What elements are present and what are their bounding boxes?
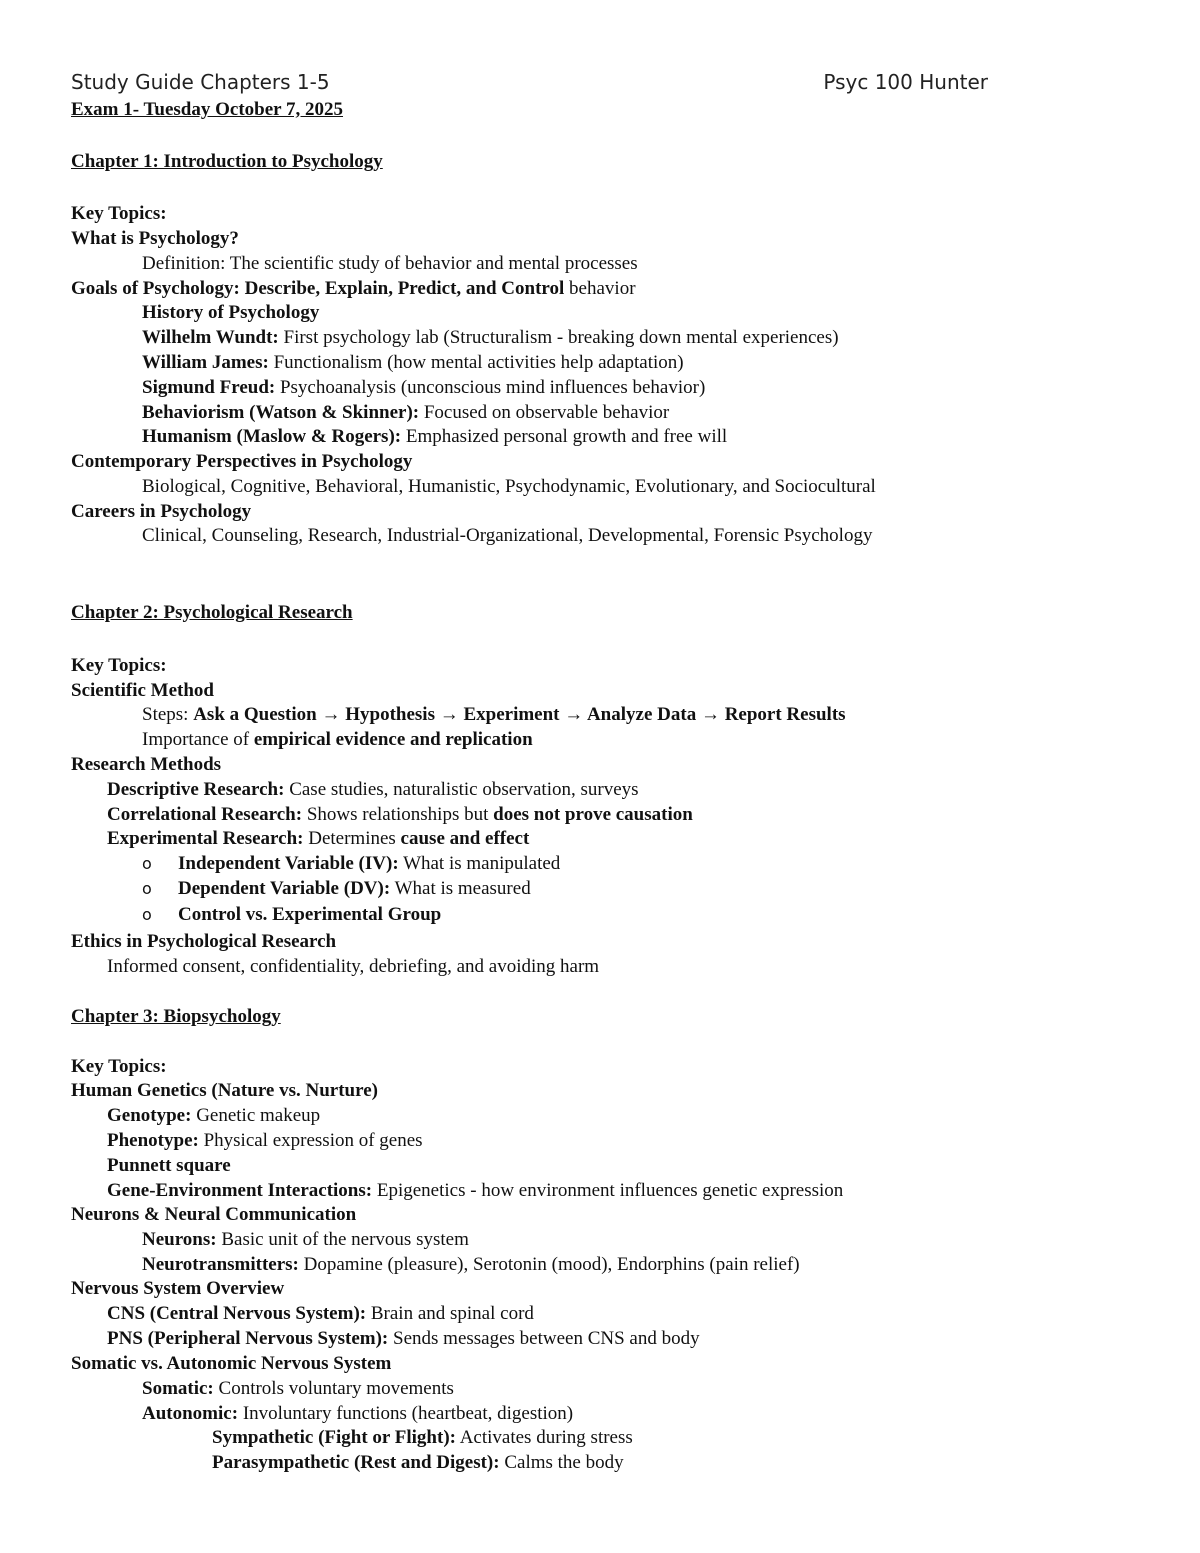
list-item: Informed consent, confidentiality, debriefing, and avoiding harm bbox=[107, 956, 600, 977]
chapter-3-title: Chapter 3: Biopsychology bbox=[71, 1006, 281, 1027]
list-item: William James: Functionalism (how mental activities help adaptation) bbox=[142, 352, 684, 373]
list-item: Experimental Research: Determines cause and effect bbox=[107, 828, 530, 849]
bullet-icon: o bbox=[142, 905, 152, 924]
list-item: Genotype: Genetic makeup bbox=[107, 1105, 321, 1126]
list-item: Descriptive Research: Case studies, naturalistic observation, surveys bbox=[107, 779, 639, 800]
chapter-2-title: Chapter 2: Psychological Research bbox=[71, 602, 353, 623]
key-topics-label: Key Topics: bbox=[71, 203, 167, 224]
topic-heading: Scientific Method bbox=[71, 680, 215, 701]
key-topics-label: Key Topics: bbox=[71, 655, 167, 676]
list-item: Neurons: Basic unit of the nervous system bbox=[142, 1229, 469, 1250]
list-item: Wilhelm Wundt: First psychology lab (Structuralism - breaking down mental experiences) bbox=[142, 327, 839, 348]
topic-heading: Research Methods bbox=[71, 754, 222, 775]
list-item: Biological, Cognitive, Behavioral, Humanistic, Psychodynamic, Evolutionary, and Sociocultural bbox=[142, 476, 876, 497]
list-item: Steps: Ask a Question → Hypothesis → Experiment → Analyze Data → Report Results bbox=[142, 704, 846, 725]
topic-heading: Ethics in Psychological Research bbox=[71, 931, 337, 952]
document-title: Study Guide Chapters 1-5 bbox=[71, 70, 330, 94]
list-item: Behaviorism (Watson & Skinner): Focused on observable behavior bbox=[142, 402, 670, 423]
topic-heading: Careers in Psychology bbox=[71, 501, 252, 522]
bullet-icon: o bbox=[142, 854, 152, 873]
bullet-icon: o bbox=[142, 879, 152, 898]
topic-heading: Human Genetics (Nature vs. Nurture) bbox=[71, 1080, 378, 1101]
list-item: Autonomic: Involuntary functions (heartbeat, digestion) bbox=[142, 1403, 574, 1424]
list-item: Sigmund Freud: Psychoanalysis (unconscious mind influences behavior) bbox=[142, 377, 706, 398]
list-item: Neurotransmitters: Dopamine (pleasure), Serotonin (mood), Endorphins (pain relief) bbox=[142, 1254, 800, 1275]
list-item: Parasympathetic (Rest and Digest): Calms the body bbox=[212, 1452, 624, 1473]
bullet-item: o Dependent Variable (DV): What is measured bbox=[142, 878, 531, 899]
list-item: Humanism (Maslow & Rogers): Emphasized personal growth and free will bbox=[142, 426, 728, 447]
list-item: Sympathetic (Fight or Flight): Activates during stress bbox=[212, 1427, 633, 1448]
topic-heading: Neurons & Neural Communication bbox=[71, 1204, 357, 1225]
page-header bbox=[71, 70, 988, 96]
chapter-1-title: Chapter 1: Introduction to Psychology bbox=[71, 151, 383, 172]
bullet-item: o Control vs. Experimental Group bbox=[142, 904, 442, 925]
exam-date: Exam 1- Tuesday October 7, 2025 bbox=[71, 99, 344, 120]
definition: Definition: The scientific study of behavior and mental processes bbox=[142, 253, 638, 274]
topic-heading: Somatic vs. Autonomic Nervous System bbox=[71, 1353, 392, 1374]
course-name: Psyc 100 Hunter bbox=[823, 70, 988, 94]
key-topics-label: Key Topics: bbox=[71, 1056, 167, 1077]
list-item: Clinical, Counseling, Research, Industrial-Organizational, Developmental, Forensic Psychology bbox=[142, 525, 873, 546]
topic-heading: Goals of Psychology: Describe, Explain, Predict, and Control behavior bbox=[71, 278, 636, 299]
list-item: Importance of empirical evidence and replication bbox=[142, 729, 533, 750]
list-item: Phenotype: Physical expression of genes bbox=[107, 1130, 423, 1151]
list-item: PNS (Peripheral Nervous System): Sends messages between CNS and body bbox=[107, 1328, 700, 1349]
list-item: Gene-Environment Interactions: Epigenetics - how environment influences genetic expression bbox=[107, 1180, 844, 1201]
topic-heading: What is Psychology? bbox=[71, 228, 239, 249]
bullet-item: o Independent Variable (IV): What is manipulated bbox=[142, 853, 561, 874]
list-item: Somatic: Controls voluntary movements bbox=[142, 1378, 454, 1399]
list-item: Correlational Research: Shows relationships but does not prove causation bbox=[107, 804, 693, 825]
topic-heading: Nervous System Overview bbox=[71, 1278, 285, 1299]
topic-heading: Contemporary Perspectives in Psychology bbox=[71, 451, 413, 472]
list-item: Punnett square bbox=[107, 1155, 231, 1176]
subtopic-heading: History of Psychology bbox=[142, 302, 320, 323]
list-item: CNS (Central Nervous System): Brain and spinal cord bbox=[107, 1303, 534, 1324]
